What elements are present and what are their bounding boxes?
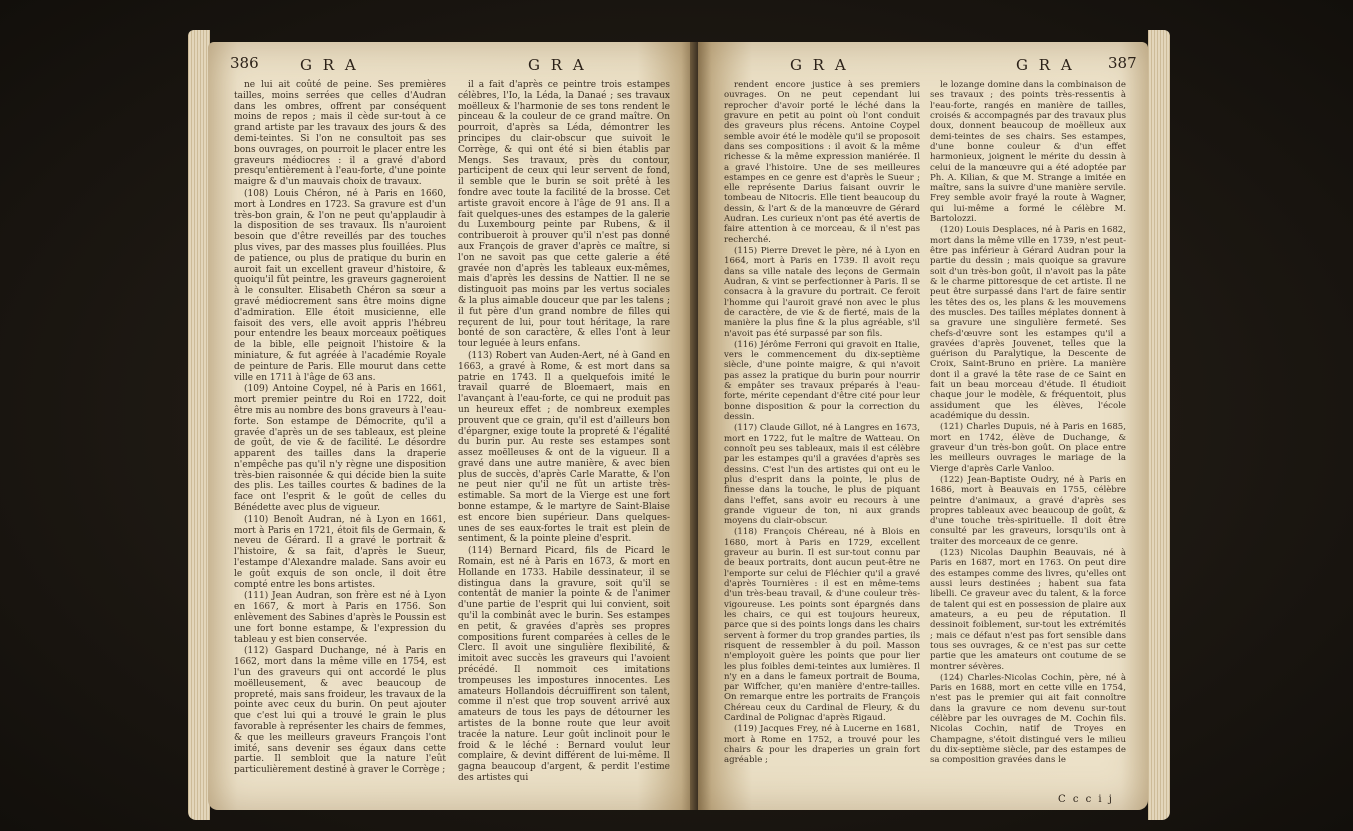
left-page-number: 386 xyxy=(230,54,259,72)
paragraph: (124) Charles-Nicolas Cochin, père, né à Paris en 1688, mort en cette ville en 1754, n'est pas le premier qui ait fait connoître dans la gravure ce nom devenu sur-tout célèbre par les ouvrages de M. Cochin fils. Nicolas Cochin, natif de Troyes en Champagne, s'étoit distingué vers le milieu du dix-septième siècle, par des estampes de sa composition gravées dans le xyxy=(930,672,1126,766)
paragraph: (111) Jean Audran, son frère est né à Lyon en 1667, & mort à Paris en 1756. Son enlèvement des Sabines d'après le Poussin est une fort bonne estampe, & l'expression du tableau y est bien conservée. xyxy=(234,591,446,645)
paragraph: rendent encore justice à ses premiers ouvrages. On ne peut cependant lui reprocher d'avoir porté le léché dans la gravure en petit au point où l'ont conduit des graveurs plus récens. Antoine Coypel semble avoir été le modèle qu'il se proposoit dans ses compositions : il avoit & la même richesse & la même expression maniérée. Il a gravé l'histoire. Une de ses meilleures estampes en ce genre est d'après le Sueur ; elle représente Darius faisant ouvrir le tombeau de Nitocris. Elle tient beaucoup du dessin, & l'art & de la manœuvre de Gérard Audran. Les curieux n'ont pas été avertis de faire attention à ce morceau, & il n'est pas recherché. xyxy=(724,80,920,245)
paragraph: (120) Louis Desplaces, né à Paris en 1682, mort dans la même ville en 1739, n'est peut-être pas inférieur à Gérard Audran pour la partie du dessin ; mais quoique sa gravure soit d'un très-bon goût, il n'avoit pas la pâte & le charme pittoresque de cet artiste. Il ne peut être surpassé dans l'art de faire sentir les têtes des os, les plans & les mouvemens des muscles. Des tailles méplates donnent à sa gravure une singulière fermeté. Ses chefs-d'œuvre sont les estampes qu'il a gravées d'après Jouvenet, telles que la guérison du Paralytique, la Descente de Croix, Saint-Bruno en prière. La manière dont il a gravé la tête rase de ce Saint en fait un beau morceau d'étude. Il étudioit chaque jour le modèle, & fréquentoit, plus assidument que les élèves, l'école académique du dessin. xyxy=(930,225,1126,421)
right-page-number: 387 xyxy=(1108,54,1137,72)
paragraph: (121) Charles Dupuis, né à Paris en 1685, mort en 1742, élève de Duchange, & graveur d'un très-bon goût. On place entre les meilleurs ouvrages le mariage de la Vierge d'après Carle Vanloo. xyxy=(930,422,1126,474)
paragraph: (117) Claude Gillot, né à Langres en 1673, mort en 1722, fut le maître de Watteau. On connoît peu ses tableaux, mais il est célèbre par les estampes qu'il a gravées d'après ses dessins. C'est l'un des artistes qui ont eu le plus d'esprit dans la pointe, le plus de finesse dans la touche, le plus de piquant dans l'effet, sans avoir eu recours à une grande vigueur de ton, ni aux grands moyens du clair-obscur. xyxy=(724,423,920,527)
right-running-head-2: G R A xyxy=(1016,56,1075,74)
book-edge-left xyxy=(188,30,210,820)
paragraph: ne lui ait coûté de peine. Ses premières tailles, moins serrées que celles d'Audran dans les ombres, offrent par conséquent moins de repos ; mais il cède sur-tout à ce grand artiste par les travaux des jours & des demi-teintes. Si l'on ne consultoit pas ses bons ouvrages, on pourroit le placer entre les graveurs médiocres : il a gravé d'abord presqu'entièrement à l'eau-forte, d'une pointe maigre & d'un mauvais choix de travaux. xyxy=(234,80,446,188)
left-running-head-2: G R A xyxy=(528,56,587,74)
left-running-head-1: G R A xyxy=(300,56,359,74)
paragraph: il a fait d'après ce peintre trois estampes célèbres, l'Io, la Léda, la Danaé ; ses travaux moëlleux & l'harmonie de ses tons rendent le pinceau & la couleur de ce grand maître. On pourroit, d'après sa Léda, démontrer les principes du clair-obscur que suivoit le Corrège, & qui ont été si bien établis par Mengs. Ses travaux, près du contour, participent de ceux qui leur servent de fond, il semble que le burin se soit prêté à les fondre avec toute la facilité de la brosse. Cet artiste gravoit encore à l'âge de 91 ans. Il a fait quelques-unes des estampes de la galerie du Luxembourg peinte par Rubens, & il contribueroit à prouver qu'il n'est pas donné aux François de graver d'après ce maître, si l'on ne savoit pas que cette galerie a été gravée non d'après les tableaux eux-mêmes, mais d'après les dessins de Nattier. Il ne se distinguoit pas moins par les vertus sociales & la plus aimable douceur que par les talens ; il fut père d'un grand nombre de filles qui reçurent de lui, pour tout héritage, la rare bonté de son caractère, & elles l'ont à leur tour leguée à leurs enfans. xyxy=(458,80,670,350)
paragraph: (122) Jean-Baptiste Oudry, né à Paris en 1686, mort à Beauvais en 1755, célèbre peintre d'animaux, a gravé d'après ses propres tableaux avec beaucoup de goût, & d'une touche très-spirituelle. Il doit être consulté par les graveurs, lorsqu'ils ont à traiter des morceaux de ce genre. xyxy=(930,474,1126,547)
paragraph: (113) Robert van Auden-Aert, né à Gand en 1663, a gravé à Rome, & est mort dans sa patrie en 1743. Il a quelquefois imité le travail quarré de Bloemaert, mais en l'avançant à l'eau-forte, ce qui ne produit pas un heureux effet ; de nombreux exemples prouvent que ce grain, qu'il est d'ailleurs bon d'épargner, exige toute la propreté & l'égalité du burin pur. Au reste ses estampes sont assez moëlleuses & ont de la vigueur. Il a gravé dans une autre manière, & avec bien plus de succès, d'après Carle Maratte, & l'on ne peut nier qu'il ne fût un artiste très-estimable. Sa mort de la Vierge est une fort bonne estampe, & le martyre de Saint-Blaise est encore bien supérieur. Dans quelques-unes de ses eaux-fortes le trait est plein de sentiment, & la pointe pleine d'esprit. xyxy=(458,350,670,545)
left-column-2 xyxy=(458,80,670,784)
paragraph: le lozange domine dans la combinaison de ses travaux ; des points très-ressentis à l'eau-forte, rangés en manière de tailles, croisés & accompagnés par des travaux plus doux, donnent beaucoup de moëlleux aux demi-teintes de ses chairs. Ses estampes, d'une bonne couleur & d'un effet harmonieux, joignent le mérite du dessin à celui de la manœuvre qui a été adoptée par Ph. A. Kilian, & que M. Strange a imitée en maître, sans la suivre d'une manière servile. Frey semble avoir frayé la route à Wagner, qui lui-même a formé le célèbre M. Bartolozzi. xyxy=(930,80,1126,225)
left-column-1 xyxy=(234,80,446,776)
paragraph: (110) Benoît Audran, né à Lyon en 1661, mort à Paris en 1721, étoit fils de Germain, & neveu de Gérard. Il a gravé le portrait & l'histoire, & sa fait, d'après le Sueur, l'estampe d'Alexandre malade. Sans avoir eu le goût exquis de son oncle, il doit être compté entre les bons artistes. xyxy=(234,514,446,590)
left-page xyxy=(208,42,696,810)
right-running-head-1: G R A xyxy=(790,56,849,74)
paragraph: (109) Antoine Coypel, né à Paris en 1661, mort premier peintre du Roi en 1722, doit être mis au nombre des bons graveurs à l'eau-forte. Son estampe de Démocrite, qu'il a gravée d'après un de ses tableaux, est pleine de goût, de vie & de facilité. Le désordre apparent des tailles dans la draperie n'empêche pas qu'il n'y règne une disposition très-bien raisonnée & qui décide bien la suite des plis. Les tailles courtes & badines de la face ont l'esprit & le goût de celles du Bénédette avec plus de vigueur. xyxy=(234,384,446,514)
paragraph: (116) Jérôme Ferroni qui gravoit en Italie, vers le commencement du dix-septième siècle, d'une pointe maigre, & qui n'avoit pas assez la pratique du burin pour nourrir & empâter ses travaux préparés à l'eau-forte, mérite cependant d'être cité pour leur bonne disposition & pour la correction du dessin. xyxy=(724,339,920,422)
paragraph: (118) François Chéreau, né à Blois en 1680, mort à Paris en 1729, excellent graveur au burin. Il est sur-tout connu par de beaux portraits, dont aucun peut-être ne l'emporte sur celui de Fléchier qu'il a gravé d'après Tournières : il est en même-tems d'un très-beau travail, & d'une couleur très-vigoureuse. Les points sont épargnés dans les chairs, ce qui est toujours heureux, parce que si des points longs dans les chairs servent à former du trop grandes parties, ils risquent de ressembler à du poil. Masson n'employoit guère les points que pour lier les plus foibles demi-teintes aux lumières. Il n'y en a dans le fameux portrait de Bouma, par Wiffcher, qu'en manière d'entre-tailles. On remarque entre les portraits de François Chéreau ceux du Cardinal de Fleury, & du Cardinal de Polignac d'après Rigaud. xyxy=(724,527,920,724)
paragraph: (112) Gaspard Duchange, né à Paris en 1662, mort dans la même ville en 1754, est l'un des graveurs qui ont accordé le plus moëlleusement, & avec beaucoup de propreté, mais sans froideur, les travaux de la pointe avec ceux du burin. On peut ajouter que c'est lui qui a trouvé le grain le plus favorable à représenter les chairs de femmes, & que les meilleurs graveurs François l'ont imité, sans devenir ses égaux dans cette partie. Il sembloit que la nature l'eût particulièrement destiné à graver le Corrège ; xyxy=(234,646,446,776)
right-column-1 xyxy=(724,80,920,766)
book-edge-right xyxy=(1148,30,1170,820)
signature-mark: C c c i j xyxy=(1058,794,1114,805)
paragraph: (123) Nicolas Dauphin Beauvais, né à Paris en 1687, mort en 1763. On peut dire des estampes comme des livres, qu'elles ont aussi leurs destinées ; habent sua fata libelli. Ce graveur avec du talent, & la force de talent qui est en possession de plaire aux amateurs, a eu peu de réputation. Il dessinoit foiblement, sur-tout les extrémités ; mais ce défaut n'est pas fort sensible dans tous ses ouvrages, & ce n'est pas sur cette partie que les amateurs ont coutume de se montrer sévères. xyxy=(930,548,1126,672)
right-page xyxy=(698,42,1148,810)
paragraph: (108) Louis Chéron, né à Paris en 1660, mort à Londres en 1723. Sa gravure est d'un très-bon grain, & l'on ne peut qu'applaudir à la disposition de ses travaux. Ils n'auroient besoin que d'être reveillés par des touches plus vives, par des masses plus fouillées. Plus de patience, ou plus de pratique du burin en auroit fait un excellent graveur d'histoire, & quoiqu'il fût peintre, les graveurs gagneroient à le consulter. Elisabeth Chéron sa sœur a gravé médiocrement sans être moins digne d'admiration. Elle étoit musicienne, elle faisoit des vers, elle avoit appris l'hébreu pour entendre les beaux morceaux poëtiques de la bible, elle peignoit l'histoire & la miniature, & fut agréée à l'académie Royale de peinture de Paris. Elle mourut dans cette ville en 1711 à l'âge de 63 ans. xyxy=(234,188,446,383)
paragraph: (114) Bernard Picard, fils de Picard le Romain, est né à Paris en 1673, & mort en Hollande en 1733. Habile dessinateur, il se distingua dans la gravure, soit qu'il se contentât de manier la pointe & de l'animer d'une partie de l'esprit qui lui convient, soit qu'il la combinât avec le burin. Ses estampes en petit, & gravées d'après ses propres compositions furent comparées à celles de le Clerc. Il avoit une singulière flexibilité, & imitoit avec succès les graveurs qui l'avoient précédé. Il nommoit ces imitations trompeuses les impostures innocentes. Les amateurs Hollandois décruiffirent son talent, comme il n'est que trop souvent arrivé aux amateurs de tous les pays de détourner les artistes de la bonne route que leur avoit tracée la nature. Leur goût inclinoit pour le froid & le léché : Bernard voulut leur complaire, & devint différent de lui-même. Il gagna beaucoup d'argent, & perdit l'estime des artistes qui xyxy=(458,546,670,783)
right-column-2 xyxy=(930,80,1126,766)
paragraph: (119) Jacques Frey, né à Lucerne en 1681, mort à Rome en 1752, a trouvé pour les chairs & pour les draperies un grain fort agréable ; xyxy=(724,724,920,766)
paragraph: (115) Pierre Drevet le père, né à Lyon en 1664, mort à Paris en 1739. Il avoit reçu dans sa ville natale des leçons de Germain Audran, & vint se perfectionner à Paris. Il se consacra à la gravure du portrait. Ce feroit l'homme qui l'auroit gravé non avec le plus de caractère, de vie & de fierté, mais de la manière la plus fine & la plus agréable, s'il n'avoit pas été surpassé par son fils. xyxy=(724,246,920,339)
